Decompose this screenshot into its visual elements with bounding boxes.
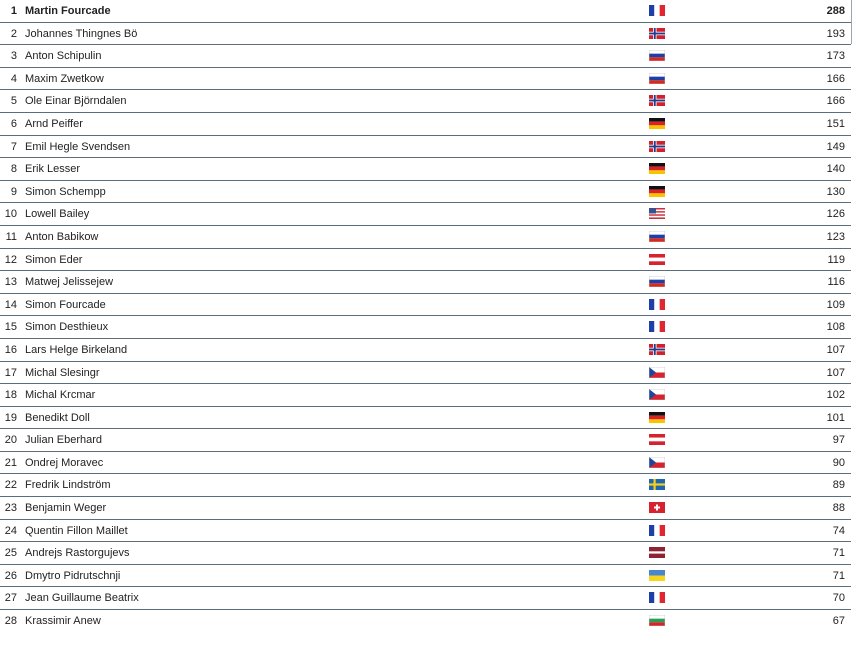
rank-cell: 21 <box>4 456 17 469</box>
table-row <box>0 23 851 46</box>
rank-cell: 16 <box>4 343 17 356</box>
germany-flag-icon <box>649 186 665 197</box>
rank-cell: 2 <box>10 27 17 40</box>
russia-flag-icon <box>649 276 665 287</box>
points-cell: 74 <box>832 524 845 537</box>
table-row <box>0 497 851 520</box>
germany-flag-icon <box>649 412 665 423</box>
athlete-name: Quentin Fillon Maillet <box>25 524 128 537</box>
table-row <box>0 316 851 339</box>
rank-cell: 14 <box>4 298 17 311</box>
points-cell: 123 <box>826 230 845 243</box>
table-row <box>0 271 851 294</box>
rank-cell: 4 <box>10 72 17 85</box>
czech-flag-icon <box>649 367 665 378</box>
norway-flag-icon <box>649 28 665 39</box>
athlete-name: Simon Fourcade <box>25 298 106 311</box>
points-cell: 67 <box>832 615 845 628</box>
athlete-name: Arnd Peiffer <box>25 117 83 130</box>
table-row <box>0 203 851 226</box>
points-cell: 89 <box>832 479 845 492</box>
table-row <box>0 362 851 385</box>
athlete-name: Michal Krcmar <box>25 389 96 402</box>
rank-cell: 19 <box>4 411 17 424</box>
czech-flag-icon <box>649 389 665 400</box>
norway-flag-icon <box>649 141 665 152</box>
points-cell: 149 <box>826 140 845 153</box>
austria-flag-icon <box>649 434 665 445</box>
athlete-name: Lars Helge Birkeland <box>25 343 128 356</box>
czech-flag-icon <box>649 457 665 468</box>
points-cell: 166 <box>826 95 845 108</box>
points-cell: 70 <box>832 592 845 605</box>
table-row <box>0 407 851 430</box>
athlete-name: Martin Fourcade <box>25 5 111 17</box>
rank-cell: 5 <box>10 95 17 108</box>
points-cell: 140 <box>826 163 845 176</box>
table-row <box>0 339 851 362</box>
sweden-flag-icon <box>649 479 665 490</box>
table-row <box>0 136 851 159</box>
points-cell: 88 <box>832 502 845 515</box>
points-cell: 107 <box>826 366 845 379</box>
table-row <box>0 474 851 497</box>
rank-cell: 13 <box>4 276 17 289</box>
athlete-name: Simon Eder <box>25 253 83 266</box>
table-row <box>0 226 851 249</box>
table-row <box>0 249 851 272</box>
austria-flag-icon <box>649 254 665 265</box>
athlete-name: Simon Schempp <box>25 185 106 198</box>
rank-cell: 12 <box>4 253 17 266</box>
table-row <box>0 542 851 565</box>
table-row <box>0 113 851 136</box>
germany-flag-icon <box>649 163 665 174</box>
points-cell: 126 <box>826 208 845 221</box>
points-cell: 97 <box>832 434 845 447</box>
rank-cell: 3 <box>10 50 17 63</box>
rank-cell: 11 <box>5 230 17 243</box>
table-row <box>0 520 851 543</box>
rank-cell: 8 <box>10 163 17 176</box>
latvia-flag-icon <box>649 547 665 558</box>
table-row <box>0 587 851 610</box>
rank-cell: 9 <box>10 185 17 198</box>
points-cell: 173 <box>826 50 845 63</box>
points-cell: 71 <box>832 569 845 582</box>
rank-cell: 28 <box>4 615 17 628</box>
points-cell: 193 <box>826 27 845 40</box>
table-row <box>0 565 851 588</box>
france-flag-icon <box>649 299 665 310</box>
points-cell: 119 <box>827 253 845 266</box>
athlete-name: Andrejs Rastorgujevs <box>25 547 130 560</box>
russia-flag-icon <box>649 231 665 242</box>
athlete-name: Krassimir Anew <box>25 615 101 628</box>
norway-flag-icon <box>649 344 665 355</box>
points-cell: 151 <box>826 117 845 130</box>
athlete-name: Anton Babikow <box>25 230 99 243</box>
france-flag-icon <box>649 5 665 16</box>
table-row <box>0 90 851 113</box>
points-cell: 101 <box>826 411 845 424</box>
table-row <box>0 158 851 181</box>
points-cell: 288 <box>826 5 845 17</box>
germany-flag-icon <box>649 118 665 129</box>
table-row <box>0 0 851 23</box>
athlete-name: Maxim Zwetkow <box>25 72 104 85</box>
rank-cell: 6 <box>10 117 17 130</box>
rank-cell: 15 <box>4 321 17 334</box>
table-row <box>0 610 851 633</box>
athlete-name: Emil Hegle Svendsen <box>25 140 131 153</box>
points-cell: 130 <box>826 185 845 198</box>
switzerland-flag-icon <box>649 502 665 513</box>
rank-cell: 27 <box>4 592 17 605</box>
athlete-name: Erik Lesser <box>25 163 81 176</box>
athlete-name: Dmytro Pidrutschnji <box>25 569 121 582</box>
norway-flag-icon <box>649 95 665 106</box>
points-cell: 116 <box>827 276 845 289</box>
athlete-name: Lowell Bailey <box>25 208 90 221</box>
athlete-name: Ondrej Moravec <box>25 456 104 469</box>
athlete-name: Benedikt Doll <box>25 411 90 424</box>
athlete-name: Fredrik Lindström <box>25 479 111 492</box>
russia-flag-icon <box>649 50 665 61</box>
points-cell: 109 <box>826 298 845 311</box>
athlete-name: Benjamin Weger <box>25 502 107 515</box>
usa-flag-icon <box>649 208 665 219</box>
points-cell: 166 <box>826 72 845 85</box>
france-flag-icon <box>649 321 665 332</box>
athlete-name: Simon Desthieux <box>25 321 109 334</box>
rank-cell: 1 <box>10 5 17 17</box>
athlete-name: Johannes Thingnes Bö <box>25 27 138 40</box>
rank-cell: 24 <box>4 524 17 537</box>
rank-cell: 26 <box>4 569 17 582</box>
athlete-name: Matwej Jelissejew <box>25 276 114 289</box>
rank-cell: 10 <box>4 208 17 221</box>
rank-cell: 20 <box>4 434 17 447</box>
rank-cell: 7 <box>10 140 17 153</box>
athlete-name: Jean Guillaume Beatrix <box>25 592 139 605</box>
table-row <box>0 181 851 204</box>
rank-cell: 25 <box>4 547 17 560</box>
rank-cell: 22 <box>4 479 17 492</box>
rank-cell: 23 <box>4 502 17 515</box>
athlete-name: Ole Einar Björndalen <box>25 95 127 108</box>
points-cell: 71 <box>832 547 845 560</box>
table-row <box>0 294 851 317</box>
ukraine-flag-icon <box>649 570 665 581</box>
table-row <box>0 452 851 475</box>
rank-cell: 17 <box>4 366 17 379</box>
france-flag-icon <box>649 525 665 536</box>
points-cell: 108 <box>826 321 845 334</box>
russia-flag-icon <box>649 73 665 84</box>
athlete-name: Michal Slesingr <box>25 366 100 379</box>
table-row <box>0 384 851 407</box>
points-cell: 107 <box>826 343 845 356</box>
athlete-name: Anton Schipulin <box>25 50 102 63</box>
points-cell: 102 <box>826 389 845 402</box>
france-flag-icon <box>649 592 665 603</box>
table-row <box>0 68 851 91</box>
bulgaria-flag-icon <box>649 615 665 626</box>
rank-cell: 18 <box>4 389 17 402</box>
athlete-name: Julian Eberhard <box>25 434 103 447</box>
table-row <box>0 429 851 452</box>
scrollbar-edge <box>851 0 852 44</box>
points-cell: 90 <box>832 456 845 469</box>
table-row <box>0 45 851 68</box>
